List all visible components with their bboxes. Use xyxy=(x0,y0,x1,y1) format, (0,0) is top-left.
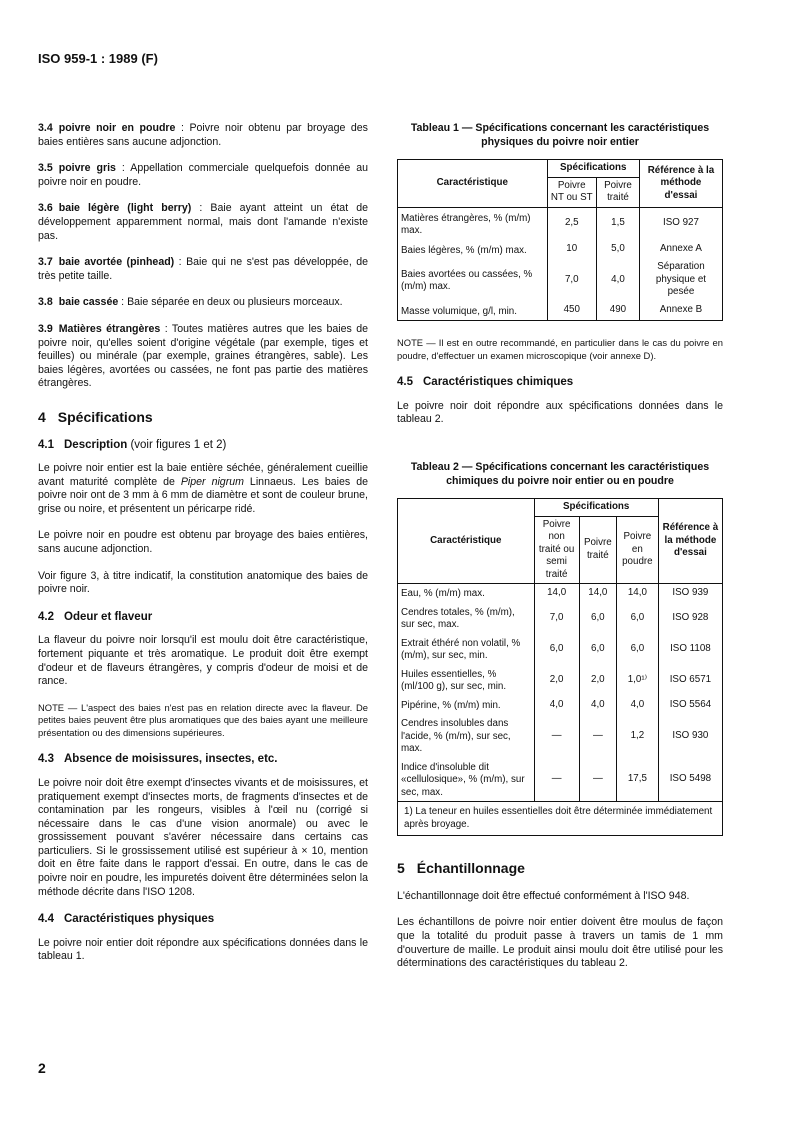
table-row xyxy=(398,207,723,240)
cell-value: 6,0 xyxy=(534,634,579,665)
section-title: Description xyxy=(64,438,128,451)
section-number: 4.5 xyxy=(397,376,413,389)
cell-value: 4,0 xyxy=(597,259,640,301)
definition-number: 3.6 xyxy=(38,202,53,215)
section-5-heading xyxy=(397,862,723,876)
col-header-caracteristique: Caractéristique xyxy=(398,160,548,208)
section-suffix: (voir figures 1 et 2) xyxy=(127,438,227,451)
cell-reference: ISO 5498 xyxy=(658,758,722,802)
definition-term: Matières étrangères xyxy=(58,322,161,335)
cell-value: 4,0 xyxy=(616,696,658,715)
paragraph: Le poivre noir doit être exempt d'insectes vivants et de moisissures, et pratiquement exempt d'insectes morts, de fragments d'insectes et de contamination par les rongeurs, visibles à l'œil nu (corrigé si nécessaire dans le cas d'une vision anormale) ou avec le grossissement pouvant s'avérer nécessaire dans certains cas particuliers. Si le grossissement utilisé est supérieur à × 10, mention doit en être faite dans le rapport d'essai. En outre, dans le cas de poivre noir en poudre, les impuretés doivent être déterminées selon la méthode décrite dans l'ISO 1208. xyxy=(38,776,368,898)
cell-value: 1,0¹⁾ xyxy=(616,665,658,696)
cell-reference: ISO 5564 xyxy=(658,696,722,715)
cell-value: 14,0 xyxy=(579,584,616,603)
paragraph: L'échantillonnage doit être effectué conformément à l'ISO 948. xyxy=(397,889,690,902)
section-4-5-heading xyxy=(397,376,723,390)
col-header-reference: Référence à la méthode d'essai xyxy=(639,160,722,208)
table-row xyxy=(398,301,723,321)
cell-value: 17,5 xyxy=(616,758,658,802)
section-number: 4 xyxy=(38,408,46,425)
cell-value: — xyxy=(579,758,616,802)
section-4-1-heading xyxy=(38,439,368,453)
table-row xyxy=(398,696,723,715)
cell-caracteristique: Matières étrangères, % (m/m) max. xyxy=(398,207,548,240)
col-header-specifications: Spécifications xyxy=(534,499,658,517)
cell-reference: ISO 1108 xyxy=(658,634,722,665)
col-header-traite: Poivre traité xyxy=(579,516,616,584)
table-row xyxy=(398,603,723,634)
definition-term: baie légère (light berry) xyxy=(58,202,192,215)
section-number: 4.3 xyxy=(38,753,54,766)
definition-text: : Toutes matières autres que les baies de poivre noir, qu'elles soient d'origine végétale (par exemple, tiges et feuilles) ou minérale (par exemple, graines étrangères, sable). Les baies légères, avortées ou cassées, ne font pas partie des matières étrangères. xyxy=(38,322,368,390)
cell-reference: ISO 939 xyxy=(658,584,722,603)
cell-reference: Annexe A xyxy=(639,240,722,260)
cell-reference: ISO 6571 xyxy=(658,665,722,696)
cell-reference: ISO 930 xyxy=(658,714,722,758)
table-1 xyxy=(397,159,723,321)
table-2-caption: Tableau 2 — Spécifications concernant les caractéristiques chimiques du poivre noir entier ou en poudre xyxy=(410,460,710,487)
cell-value: 2,0 xyxy=(534,665,579,696)
table-1-note: NOTE — Il est en outre recommandé, en particulier dans le cas du poivre en poudre, d'effectuer un examen microscopique (voir annexe D). xyxy=(397,337,723,361)
section-title: Spécifications xyxy=(57,408,153,425)
section-number: 4.2 xyxy=(38,610,54,623)
cell-value: 6,0 xyxy=(579,634,616,665)
cell-value: 6,0 xyxy=(616,603,658,634)
definition-text: : Poivre noir obtenu par broyage des baies entières sans aucune adjonction. xyxy=(38,122,368,148)
cell-value: 5,0 xyxy=(597,240,640,260)
definition-text: : Baie ayant atteint un état de développement apparemment normal, mais dont l'amande n'existe pas. xyxy=(38,202,368,242)
cell-value: 1,5 xyxy=(597,207,640,240)
table-row xyxy=(398,634,723,665)
paragraph: Le poivre noir entier doit répondre aux spécifications données dans le tableau 1. xyxy=(38,936,368,963)
definition-3-9 xyxy=(38,323,368,391)
cell-caracteristique: Eau, % (m/m) max. xyxy=(398,584,535,603)
col-header-nt-st: Poivre NT ou ST xyxy=(547,177,597,207)
cell-caracteristique: Cendres insolubles dans l'acide, % (m/m), sur sec, max. xyxy=(398,714,535,758)
section-4-4-heading xyxy=(38,913,368,927)
table-row xyxy=(398,714,723,758)
definition-text: : Baie séparée en deux ou plusieurs morceaux. xyxy=(118,296,343,309)
cell-value: 10 xyxy=(547,240,597,260)
col-header-specifications: Spécifications xyxy=(547,160,639,178)
table-row xyxy=(398,758,723,802)
definition-term: poivre gris xyxy=(58,162,116,175)
table-row xyxy=(398,584,723,603)
section-4-heading xyxy=(38,408,368,425)
table-1-body xyxy=(398,207,723,321)
cell-value: — xyxy=(579,714,616,758)
section-number: 4.1 xyxy=(38,438,54,451)
cell-reference: Annexe B xyxy=(639,301,722,321)
definition-3-8 xyxy=(38,296,368,310)
paragraph: La flaveur du poivre noir lorsqu'il est moulu doit être caractéristique, fortement piquante et très aromatique. Le produit doit être exempt d'odeur et de flaveurs étrangères, y compris d'odeur de moisi et de rance. xyxy=(38,634,368,688)
left-column xyxy=(38,122,368,977)
table-row xyxy=(398,259,723,301)
table-row xyxy=(398,665,723,696)
species-name: Piper nigrum xyxy=(180,475,244,488)
definition-number: 3.5 xyxy=(38,162,53,175)
paragraph xyxy=(38,462,368,516)
definition-term: baie cassée xyxy=(58,296,119,309)
cell-value: — xyxy=(534,758,579,802)
definition-3-5 xyxy=(38,162,368,189)
section-title: Absence de moisissures, insectes, etc. xyxy=(64,753,278,766)
definitions xyxy=(38,122,368,391)
cell-reference: ISO 928 xyxy=(658,603,722,634)
cell-caracteristique: Huiles essentielles, % (ml/100 g), sur sec, min. xyxy=(398,665,535,696)
col-header-poudre: Poivre en poudre xyxy=(616,516,658,584)
cell-value: 450 xyxy=(547,301,597,321)
cell-reference: Séparation physique et pesée xyxy=(639,259,722,301)
section-4-3-heading xyxy=(38,753,368,767)
table-2-footnote: 1) La teneur en huiles essentielles doit être déterminée immédiatement après broyage. xyxy=(398,802,723,836)
text: Le poivre noir entier est la baie entière séchée, généralement cueillie avant maturité complète de xyxy=(38,462,368,488)
cell-value: 14,0 xyxy=(616,584,658,603)
definition-number: 3.4 xyxy=(38,122,53,134)
table-row xyxy=(398,240,723,260)
cell-value: 6,0 xyxy=(579,603,616,634)
note: NOTE — L'aspect des baies n'est pas en relation directe avec la flaveur. De petites baies peuvent être plus aromatiques que des baies ayant une meilleure présentation ou des dimensions supérieures. xyxy=(38,701,368,738)
section-number: 4.4 xyxy=(38,913,54,926)
cell-caracteristique: Baies légères, % (m/m) max. xyxy=(398,240,548,260)
cell-value: — xyxy=(534,714,579,758)
cell-value: 6,0 xyxy=(616,634,658,665)
text: Linnaeus. Les baies de poivre noir ont de 3 mm à 6 mm de diamètre et sont de couleur brune, grise ou noire, et présentent un péricarpe ridé. xyxy=(38,475,368,515)
cell-value: 14,0 xyxy=(534,584,579,603)
definition-text: : Baie qui ne s'est pas développée, de très petite taille. xyxy=(38,256,368,282)
paragraph: Voir figure 3, à titre indicatif, la constitution anatomique des baies de poivre noir. xyxy=(38,569,368,596)
cell-caracteristique: Pipérine, % (m/m) min. xyxy=(398,696,535,715)
section-number: 5 xyxy=(397,860,405,877)
right-column xyxy=(397,122,723,984)
table-2-body xyxy=(398,584,723,802)
cell-value: 490 xyxy=(597,301,640,321)
section-4-2-heading xyxy=(38,611,368,625)
paragraph: Le poivre noir doit répondre aux spécifications données dans le tableau 2. xyxy=(397,399,723,426)
definition-number: 3.8 xyxy=(38,296,53,309)
paragraph: Le poivre noir en poudre est obtenu par broyage des baies entières, sans aucune adjonction. xyxy=(38,529,368,556)
section-title: Échantillonnage xyxy=(416,860,525,877)
section-title: Odeur et flaveur xyxy=(64,610,153,623)
definition-term: poivre noir en poudre xyxy=(58,122,176,134)
document-header: ISO 959-1 : 1989 (F) xyxy=(38,51,158,66)
definition-3-6 xyxy=(38,202,368,243)
cell-value: 2,0 xyxy=(579,665,616,696)
cell-value: 7,0 xyxy=(547,259,597,301)
col-header-traite: Poivre traité xyxy=(597,177,640,207)
section-title: Caractéristiques physiques xyxy=(64,913,215,926)
definition-3-4 xyxy=(38,122,368,149)
definition-number: 3.7 xyxy=(38,256,53,269)
cell-value: 1,2 xyxy=(616,714,658,758)
cell-value: 4,0 xyxy=(579,696,616,715)
cell-caracteristique: Extrait éthéré non volatil, % (m/m), sur sec, min. xyxy=(398,634,535,665)
table-1-caption: Tableau 1 — Spécifications concernant les caractéristiques physiques du poivre noir entier xyxy=(410,122,710,148)
paragraph: Les échantillons de poivre noir entier doivent être moulus de façon que la totalité du produit passe à travers un tamis de 1 mm d'ouverture de maille. Le produit ainsi moulu doit être utilisé pour les déterminations des caractéristiques du tableau 2. xyxy=(397,916,723,970)
definition-text: : Appellation commerciale quelquefois donnée au poivre noir en poudre. xyxy=(38,162,369,188)
cell-caracteristique: Baies avortées ou cassées, % (m/m) max. xyxy=(398,259,548,301)
col-header-non-traite: Poivre non traité ou semi traité xyxy=(534,516,579,584)
definition-term: baie avortée (pinhead) xyxy=(58,256,175,269)
cell-reference: ISO 927 xyxy=(639,207,722,240)
col-header-caracteristique: Caractéristique xyxy=(398,499,535,584)
cell-caracteristique: Indice d'insoluble dit «cellulosique», % (m/m), sur sec, max. xyxy=(398,758,535,802)
cell-value: 2,5 xyxy=(547,207,597,240)
definition-3-7 xyxy=(38,256,368,283)
definition-number: 3.9 xyxy=(38,322,53,335)
section-title: Caractéristiques chimiques xyxy=(423,376,574,389)
cell-caracteristique: Masse volumique, g/l, min. xyxy=(398,301,548,321)
page-number: 2 xyxy=(38,1060,46,1076)
cell-caracteristique: Cendres totales, % (m/m), sur sec, max. xyxy=(398,603,535,634)
table-2 xyxy=(397,498,723,836)
cell-value: 7,0 xyxy=(534,603,579,634)
cell-value: 4,0 xyxy=(534,696,579,715)
col-header-reference: Référence à la méthode d'essai xyxy=(658,499,722,584)
